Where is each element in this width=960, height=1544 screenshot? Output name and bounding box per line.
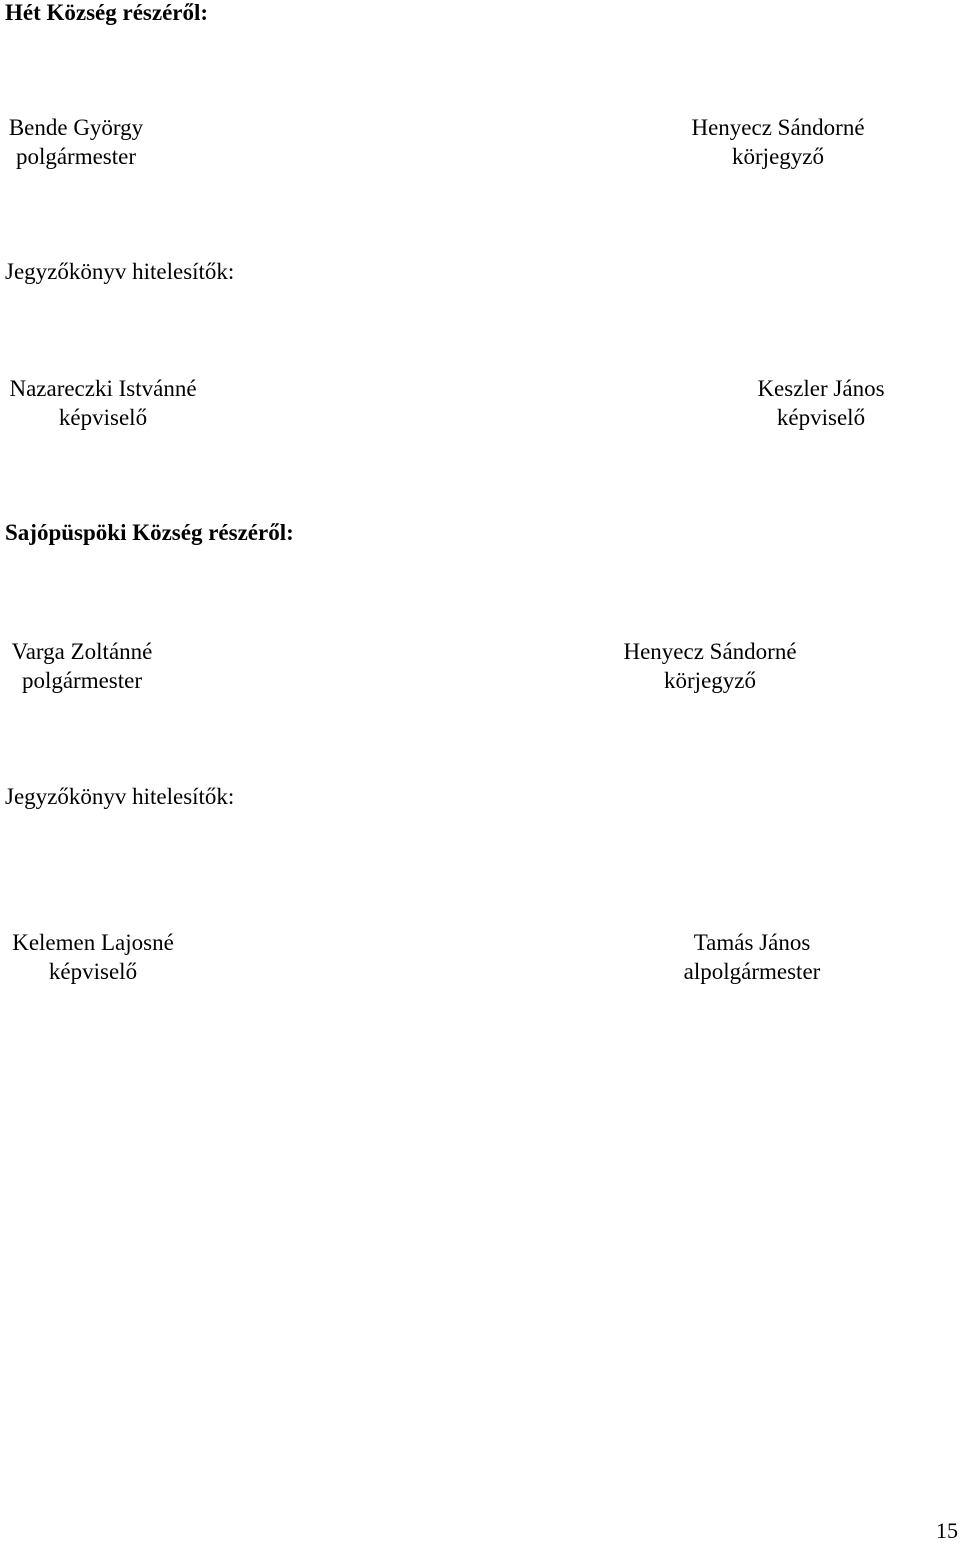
section-heading-het: Hét Község részéről: (5, 0, 209, 25)
certifier-title: képviselő (776, 405, 866, 430)
certifier-title: alpolgármester (683, 959, 821, 984)
section-heading-sajopuspoki: Sajópüspöki Község részéről: (5, 520, 294, 545)
certifier-block (672, 928, 832, 986)
signatory-block (5, 113, 147, 171)
certifiers-label: Jegyzőkönyv hitelesítők: (5, 784, 235, 809)
signatory-title: polgármester (15, 144, 137, 169)
signatory-block (684, 113, 872, 171)
page-number: 15 (936, 1518, 958, 1543)
certifier-block (748, 374, 894, 432)
certifier-name: Nazareczki Istvánné (9, 376, 197, 401)
signatory-name: Henyecz Sándorné (623, 639, 797, 664)
signatory-title: körjegyző (664, 668, 756, 693)
certifier-title: képviselő (48, 959, 138, 984)
certifier-name: Tamás János (693, 930, 811, 955)
signatory-name: Varga Zoltánné (11, 639, 153, 664)
certifier-name: Kelemen Lajosné (12, 930, 174, 955)
signatory-title: polgármester (21, 668, 143, 693)
signatory-title: körjegyző (732, 144, 824, 169)
signatory-name: Bende György (8, 115, 144, 140)
certifier-block (5, 928, 181, 986)
signatory-block (612, 637, 808, 695)
signatory-name: Henyecz Sándorné (691, 115, 865, 140)
certifier-title: képviselő (58, 405, 148, 430)
certifier-name: Keszler János (757, 376, 885, 401)
signatory-block (5, 637, 159, 695)
certifiers-label: Jegyzőkönyv hitelesítők: (5, 259, 235, 284)
certifier-block (5, 374, 201, 432)
